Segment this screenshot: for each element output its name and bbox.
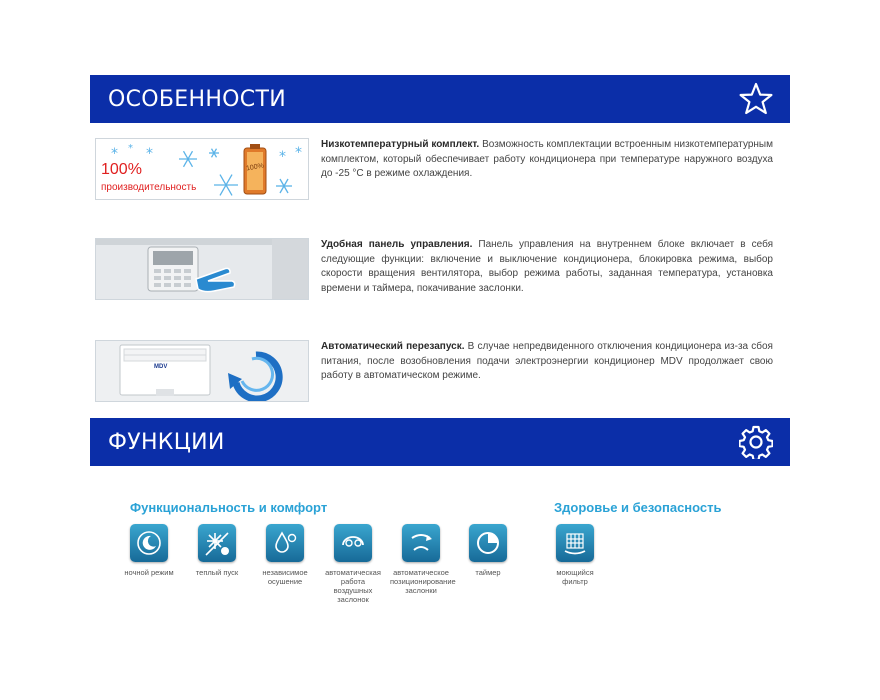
louver-position-icon: [402, 524, 440, 562]
function-label: независимое осушение: [262, 568, 308, 586]
night-mode-icon: [130, 524, 168, 562]
function-label: автоматическая работа воздушных заслонок: [325, 568, 381, 604]
svg-text:*: *: [111, 146, 118, 162]
svg-text:*: *: [146, 146, 153, 162]
washable-filter-icon: [556, 524, 594, 562]
feature-text-auto-restart: [321, 340, 773, 384]
function-auto-louver: [322, 524, 384, 604]
battery-label: 100%: [245, 162, 265, 173]
functions-banner: [90, 418, 790, 466]
feature-body: Панель управления на внутреннем блоке включает в себя следующие функции: включение и выключение кондиционера, блокировка режима, выбор скорости вращения вентилятора, выбор режима работы, заданная температура, установка времени и таймера, покачивание заслонки.: [321, 239, 773, 294]
function-label: таймер: [475, 568, 501, 577]
health-heading: Здоровье и безопасность: [554, 500, 722, 515]
function-warm-start: [186, 524, 248, 577]
feature-title: Автоматический перезапуск.: [321, 341, 465, 352]
feature-auto-restart: [95, 340, 775, 404]
functions-title: ФУНКЦИИ: [108, 429, 225, 455]
feature-image-auto-restart: [95, 340, 309, 402]
feature-text-control-panel: [321, 238, 773, 296]
performance-caption: производительность: [101, 182, 197, 193]
function-louver-position: [390, 524, 456, 595]
comfort-heading: Функциональность и комфорт: [130, 500, 328, 515]
star-icon: [738, 81, 774, 117]
timer-icon: [469, 524, 507, 562]
feature-title: Низкотемпературный комплект.: [321, 139, 480, 150]
feature-image-control-panel: [95, 238, 309, 300]
auto-louver-icon: [334, 524, 372, 562]
warm-start-icon: [198, 524, 236, 562]
svg-text:*: *: [279, 149, 286, 165]
percent-label: 100%: [101, 161, 142, 178]
feature-low-temp: [95, 138, 775, 202]
function-label: моющийся фильтр: [556, 568, 594, 586]
feature-text-low-temp: [321, 138, 773, 182]
dehumidify-icon: [266, 524, 304, 562]
function-label: ночной режим: [124, 568, 174, 577]
function-washable-filter: [544, 524, 606, 586]
function-label: теплый пуск: [195, 568, 239, 577]
features-title: ОСОБЕННОСТИ: [108, 86, 286, 112]
feature-body: В случае непредвиденного отключения кондиционера из-за сбоя питания, после возобновления подачи электроэнергии кондиционер MDV продолжает свою работу в автоматическом режиме.: [321, 341, 773, 381]
function-timer: [457, 524, 519, 577]
svg-text:*: *: [295, 145, 302, 161]
function-dehumidify: [254, 524, 316, 586]
function-night-mode: [118, 524, 180, 577]
gear-icon: [738, 424, 774, 460]
mdv-logo: MDV: [154, 364, 168, 370]
function-label: автоматическое позиционирование заслонки: [390, 568, 456, 595]
features-banner: [90, 75, 790, 123]
feature-body: Возможность комплектации встроенным низкотемпературным комплектом, который обеспечивает работу кондиционера при температуре наружного воздуха до -25 °С в режиме охлаждения.: [321, 139, 773, 179]
feature-title: Удобная панель управления.: [321, 239, 473, 250]
svg-text:*: *: [128, 143, 133, 154]
feature-control-panel: [95, 238, 775, 302]
feature-image-low-temp: [95, 138, 309, 200]
